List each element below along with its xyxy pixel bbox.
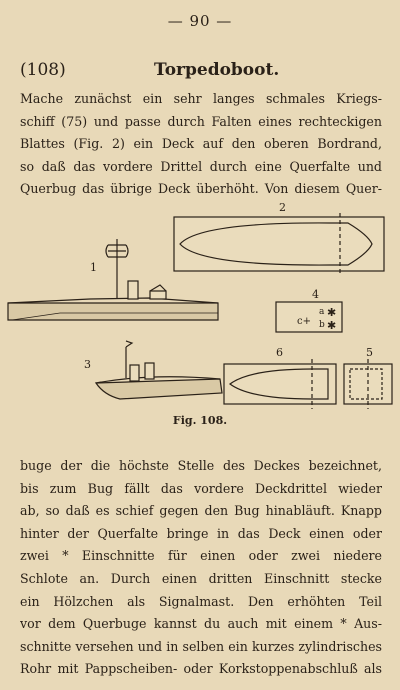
text-line: Querbug das übrige Deck überhöht. Von diesem Quer- bbox=[20, 181, 382, 197]
figure-caption: Fig. 108. bbox=[172, 414, 228, 427]
text-line: schnitte versehen und in selben ein kurzes zylindrisches bbox=[20, 638, 382, 654]
fig1-label: 1 bbox=[90, 261, 97, 274]
figure-drawing bbox=[0, 195, 400, 435]
fig4-label: 4 bbox=[312, 288, 319, 301]
text-line: buge der die höchste Stelle des Deckes bezeichnet, bbox=[20, 458, 382, 473]
text-line: schiff (75) und passe durch Falten eines rechteckigen bbox=[20, 113, 382, 129]
text-line: vor dem Querbuge kannst du auch mit einem * Aus- bbox=[20, 616, 382, 632]
section-heading bbox=[20, 60, 382, 86]
text-line: bis zum Bug fällt das vordere Deckdrittel wieder bbox=[20, 480, 382, 496]
text-line: Schlote an. Durch einen dritten Einschnitt stecke bbox=[20, 570, 382, 586]
section-title: Torpedoboot. bbox=[154, 60, 280, 80]
text-line: zwei * Einschnitte für einen oder zwei niedere bbox=[20, 548, 382, 564]
fig3-boat bbox=[96, 341, 222, 399]
fig6-label: 6 bbox=[276, 346, 283, 359]
fig3-label: 3 bbox=[84, 358, 91, 371]
paragraph-bottom bbox=[20, 455, 382, 681]
paragraph-top bbox=[20, 88, 382, 201]
section-number: (108) bbox=[20, 60, 66, 80]
b-label: b bbox=[319, 320, 325, 330]
text-line: Mache zunächst ein sehr langes schmales Kriegs- bbox=[20, 91, 382, 106]
text-line: ab, so daß es schief gegen den Bug hinabläuft. Knapp bbox=[20, 503, 382, 519]
fig2-label: 2 bbox=[279, 201, 286, 214]
text-line: Blattes (Fig. 2) ein Deck auf den oberen Bordrand, bbox=[20, 136, 382, 152]
fig2-sheet bbox=[174, 213, 384, 275]
slit-a-icon: ✱ bbox=[327, 306, 337, 319]
text-line: ein Hölzchen als Signalmast. Den erhöhten Teil bbox=[20, 593, 382, 609]
text-line: so daß das vordere Drittel durch eine Querfalte und bbox=[20, 158, 382, 174]
fig5-sheet bbox=[344, 359, 392, 409]
torpedo-boat-figure bbox=[0, 195, 400, 435]
fig6-sheet bbox=[224, 359, 336, 409]
text-line: hinter der Querfalte bringe in das Deck einen oder bbox=[20, 525, 382, 541]
fig5-label: 5 bbox=[366, 346, 373, 359]
page-number: — 90 — bbox=[167, 12, 233, 30]
text-line: Rohr mit Pappscheiben- oder Korkstoppenabschluß als bbox=[20, 661, 382, 677]
slit-b-icon: ✱ bbox=[327, 319, 337, 332]
a-label: a bbox=[319, 307, 325, 317]
c-plus-label: c+ bbox=[297, 316, 311, 327]
